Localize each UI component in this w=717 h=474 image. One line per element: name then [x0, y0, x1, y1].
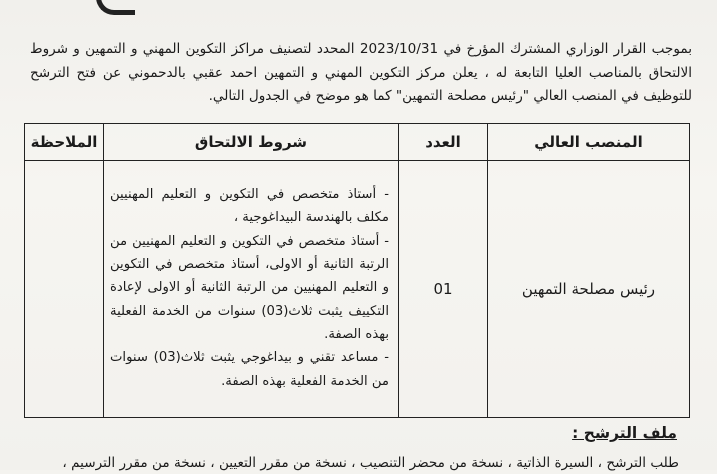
- table-row: [25, 161, 690, 418]
- cell-notes: [25, 161, 104, 418]
- application-file-documents: طلب الترشح ، السيرة الذاتية ، نسخة من محضر التنصيب ، نسخة من مقرر التعيين ، نسخة من مقرر الترسيم ،: [62, 455, 679, 471]
- intro-paragraph: بموجب القرار الوزاري المشترك المؤرخ في 2023/10/31 المحدد لتصنيف مراكز التكوين المهني و التمهين و شروط الالتحاق بالمناصب العليا التابعة له ، يعلن مركز التكوين المهني و التمهين احمد عقبي بالدحموني عن فتح الترشح للتوظيف في المنصب العالي "رئيس مصلحة التمهين" كما هو موضح في الجدول التالي.: [30, 41, 692, 104]
- positions-table: [24, 123, 690, 418]
- application-file-title: ملف الترشح :: [572, 424, 677, 442]
- condition-item: - أستاذ متخصص في التكوين و التعليم المهنيين من الرتبة الثانية أو الاولى، أستاذ متخصص في التكوين و التعليم المهنيين من الرتبة الثانية أو الاولى لإعادة التكييف يثبت ثلاث(03) سنوات من الخدمة الفعلية بهذه الصفة.: [110, 233, 389, 342]
- table-header-row: [25, 124, 690, 161]
- condition-item: - أستاذ متخصص في التكوين و التعليم المهنيين مكلف بالهندسة البيداغوجية ،: [110, 187, 389, 226]
- header-count: العدد: [399, 124, 488, 161]
- announcement-intro: [30, 38, 692, 109]
- condition-item: - مساعد تقني و بيداغوجي يثبت ثلاث(03) سنوات من الخدمة الفعلية بهذه الصفة.: [110, 350, 389, 389]
- header-conditions: شروط الالتحاق: [104, 124, 399, 161]
- header-position: المنصب العالي: [488, 124, 690, 161]
- cell-conditions: [104, 161, 399, 418]
- cell-position: رئيس مصلحة التمهين: [488, 161, 690, 418]
- emblem-fragment: [96, 0, 135, 15]
- header-notes: الملاحظة: [25, 124, 104, 161]
- cell-count: 01: [399, 161, 488, 418]
